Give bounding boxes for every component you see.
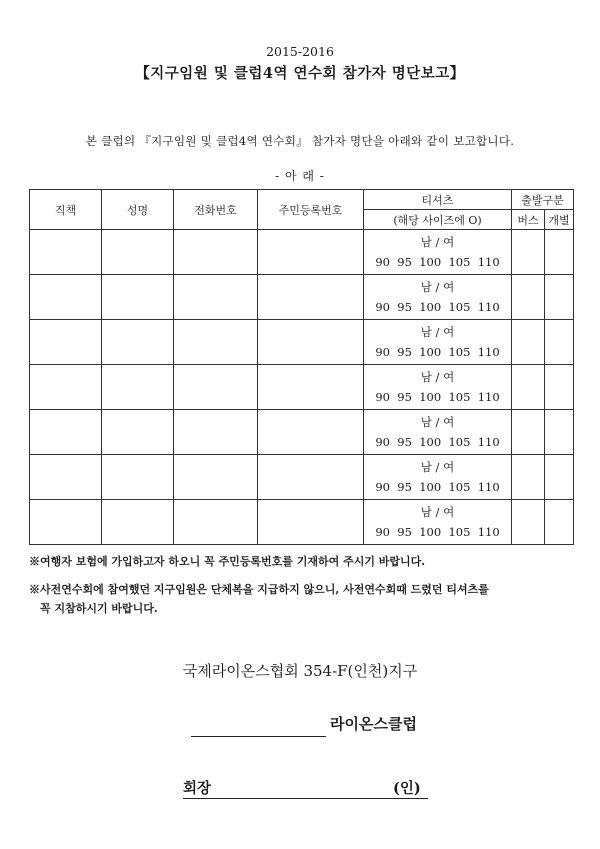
individual-cell[interactable] bbox=[545, 320, 574, 365]
header-phone: 전화번호 bbox=[174, 190, 258, 230]
gender-options: 남 / 여 bbox=[420, 280, 455, 294]
resident-id-cell[interactable] bbox=[258, 365, 364, 410]
resident-id-cell[interactable] bbox=[258, 410, 364, 455]
position-cell[interactable] bbox=[30, 320, 102, 365]
phone-cell[interactable] bbox=[174, 455, 258, 500]
name-cell[interactable] bbox=[102, 230, 174, 275]
size-options: 90 95 100 105 110 bbox=[375, 480, 500, 494]
individual-cell[interactable] bbox=[545, 275, 574, 320]
tshirt-cell[interactable] bbox=[364, 230, 512, 275]
individual-cell[interactable] bbox=[545, 365, 574, 410]
bus-cell[interactable] bbox=[512, 455, 545, 500]
phone-cell[interactable] bbox=[174, 275, 258, 320]
size-options: 90 95 100 105 110 bbox=[375, 345, 500, 359]
gender-options: 남 / 여 bbox=[420, 235, 455, 249]
intro-text: 본 클럽의 『지구임원 및 클럽4역 연수회』 참가자 명단을 아래와 같이 보고합니다. bbox=[85, 134, 515, 148]
size-options: 90 95 100 105 110 bbox=[375, 525, 500, 539]
participant-table bbox=[29, 189, 574, 545]
header-tshirt-sub: (해당 사이즈에 O) bbox=[364, 210, 512, 230]
bus-cell[interactable] bbox=[512, 275, 545, 320]
club-name-line bbox=[191, 735, 326, 737]
gender-options: 남 / 여 bbox=[420, 505, 455, 519]
president-sign-line bbox=[183, 797, 428, 799]
gender-options: 남 / 여 bbox=[420, 460, 455, 474]
table-row bbox=[30, 410, 574, 455]
size-options: 90 95 100 105 110 bbox=[375, 390, 500, 404]
phone-cell[interactable] bbox=[174, 410, 258, 455]
name-cell[interactable] bbox=[102, 500, 174, 545]
name-cell[interactable] bbox=[102, 275, 174, 320]
table-row bbox=[30, 275, 574, 320]
resident-id-cell[interactable] bbox=[258, 275, 364, 320]
gender-options: 남 / 여 bbox=[420, 415, 455, 429]
table-row bbox=[30, 455, 574, 500]
position-cell[interactable] bbox=[30, 230, 102, 275]
tshirt-cell[interactable] bbox=[364, 500, 512, 545]
resident-id-cell[interactable] bbox=[258, 500, 364, 545]
position-cell[interactable] bbox=[30, 500, 102, 545]
individual-cell[interactable] bbox=[545, 410, 574, 455]
phone-cell[interactable] bbox=[174, 365, 258, 410]
tshirt-cell[interactable] bbox=[364, 275, 512, 320]
seal-label: (인) bbox=[393, 780, 421, 797]
position-cell[interactable] bbox=[30, 275, 102, 320]
individual-cell[interactable] bbox=[545, 455, 574, 500]
header-tshirt: 티셔츠 bbox=[364, 190, 512, 210]
header-bus: 버스 bbox=[512, 210, 545, 230]
table-row bbox=[30, 230, 574, 275]
individual-cell[interactable] bbox=[545, 230, 574, 275]
phone-cell[interactable] bbox=[174, 230, 258, 275]
individual-cell[interactable] bbox=[545, 500, 574, 545]
bus-cell[interactable] bbox=[512, 320, 545, 365]
phone-cell[interactable] bbox=[174, 320, 258, 365]
tshirt-cell[interactable] bbox=[364, 455, 512, 500]
size-options: 90 95 100 105 110 bbox=[375, 255, 500, 269]
resident-id-cell[interactable] bbox=[258, 320, 364, 365]
note-tshirt-cont: 꼭 지참하시기 바랍니다. bbox=[40, 602, 158, 615]
below-label: - 아 래 - bbox=[275, 169, 325, 183]
header-name: 성명 bbox=[102, 190, 174, 230]
table-row bbox=[30, 365, 574, 410]
name-cell[interactable] bbox=[102, 320, 174, 365]
table-row bbox=[30, 320, 574, 365]
report-year: 2015-2016 bbox=[266, 44, 334, 59]
gender-options: 남 / 여 bbox=[420, 370, 455, 384]
table-row bbox=[30, 500, 574, 545]
name-cell[interactable] bbox=[102, 410, 174, 455]
position-cell[interactable] bbox=[30, 410, 102, 455]
bus-cell[interactable] bbox=[512, 230, 545, 275]
phone-cell[interactable] bbox=[174, 500, 258, 545]
position-cell[interactable] bbox=[30, 365, 102, 410]
header-position: 직책 bbox=[30, 190, 102, 230]
name-cell[interactable] bbox=[102, 365, 174, 410]
size-options: 90 95 100 105 110 bbox=[375, 435, 500, 449]
tshirt-cell[interactable] bbox=[364, 320, 512, 365]
size-options: 90 95 100 105 110 bbox=[375, 300, 500, 314]
president-label: 회장 bbox=[183, 780, 212, 797]
note-insurance: ※여행자 보험에 가입하고자 하오니 꼭 주민등록번호를 기재하여 주시기 바랍니다. bbox=[29, 555, 426, 568]
resident-id-cell[interactable] bbox=[258, 455, 364, 500]
tshirt-cell[interactable] bbox=[364, 365, 512, 410]
bus-cell[interactable] bbox=[512, 410, 545, 455]
header-individual: 개별 bbox=[545, 210, 574, 230]
header-resident-id: 주민등록번호 bbox=[258, 190, 364, 230]
name-cell[interactable] bbox=[102, 455, 174, 500]
bus-cell[interactable] bbox=[512, 500, 545, 545]
note-tshirt: ※사전연수회에 참여했던 지구임원은 단체복을 지급하지 않으니, 사전연수회때 드렸던 티셔츠를 bbox=[29, 583, 489, 596]
position-cell[interactable] bbox=[30, 455, 102, 500]
organization-name: 국제라이온스협회 354-F(인천)지구 bbox=[182, 662, 418, 680]
bus-cell[interactable] bbox=[512, 365, 545, 410]
gender-options: 남 / 여 bbox=[420, 325, 455, 339]
header-departure: 출발구분 bbox=[512, 190, 574, 210]
resident-id-cell[interactable] bbox=[258, 230, 364, 275]
club-label: 라이온스클럽 bbox=[330, 715, 417, 733]
report-title: 【지구임원 및 클럽4역 연수회 참가자 명단보고】 bbox=[135, 65, 465, 82]
tshirt-cell[interactable] bbox=[364, 410, 512, 455]
